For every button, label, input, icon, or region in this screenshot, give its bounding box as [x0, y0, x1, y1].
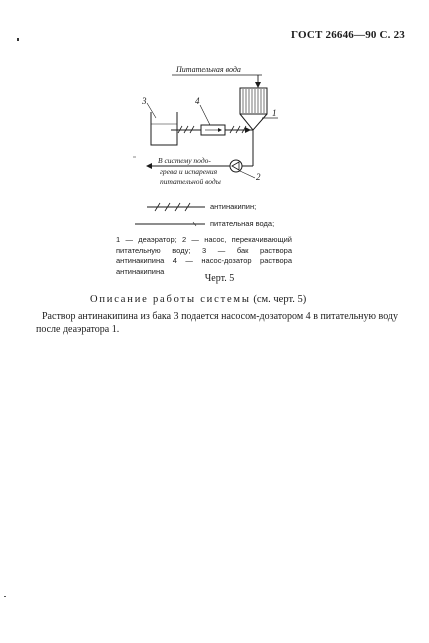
label-num-3: 3	[142, 96, 147, 106]
tank-3	[151, 112, 177, 145]
page-mark-bottom	[4, 596, 6, 597]
diagram-label-feedwater: Питательная вода	[176, 65, 241, 74]
label-num-4: 4	[195, 96, 200, 106]
legend-text-feedwater: питательная вода;	[210, 219, 275, 228]
deaerator-1	[240, 88, 267, 130]
body-paragraph: Раствор антинакипина из бака 3 подается насосом-дозатором 4 в питательную воду после деаэратора 1.	[36, 311, 398, 335]
leader-4	[200, 105, 210, 125]
figure-number: Черт. 5	[204, 273, 235, 284]
page-header: ГОСТ 26646—90 С. 23	[291, 29, 405, 41]
label-outlet-2: грева и испарения	[160, 167, 218, 176]
figure-caption: 1 — деаэратор; 2 — насос, перекачивающий питательную воду; 3 — бак раствора антинакипина 4 — насос-дозатор раствора антинакипина	[116, 235, 292, 276]
outlet-arrow	[146, 163, 152, 169]
antiscalant-hatch-1	[178, 126, 194, 133]
legend-text-antiscalant: антинакипин;	[210, 202, 257, 211]
label-num-2: 2	[256, 172, 261, 182]
label-outlet-1: В систему подо-	[158, 156, 211, 165]
section-heading	[90, 294, 306, 305]
leader-2	[240, 171, 255, 178]
legend-line-feedwater	[135, 222, 205, 226]
section-heading-main: Описание работы системы	[90, 294, 251, 305]
feedwater-arrow	[255, 82, 261, 88]
antiscalant-hatch-2	[230, 126, 246, 133]
legend-line-antiscalant	[147, 203, 205, 211]
antiscalant-arrow	[245, 127, 251, 133]
label-outlet-3: питательной воды	[160, 177, 221, 186]
section-heading-ref: (см. черт. 5)	[250, 294, 307, 305]
pump-2-arrow	[232, 162, 239, 170]
label-num-1: 1	[272, 108, 277, 118]
